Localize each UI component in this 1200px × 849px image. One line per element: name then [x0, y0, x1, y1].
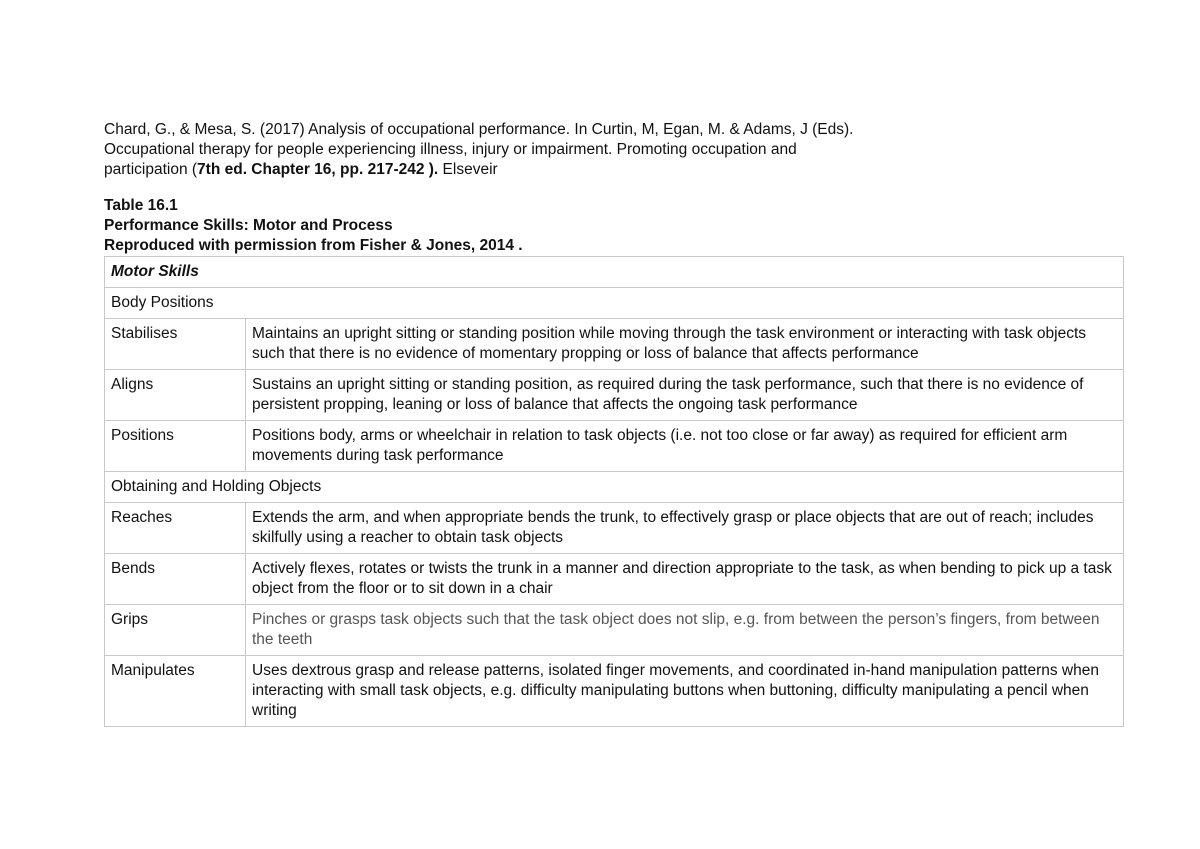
group-title-obtaining-holding: Obtaining and Holding Objects [105, 472, 1124, 503]
citation [104, 120, 1124, 180]
table-section-row [105, 257, 1124, 288]
citation-publisher: Elseveir [438, 161, 498, 178]
skill-description: Pinches or grasps task objects such that the task object does not slip, e.g. from between the person’s fingers, from between the teeth [246, 605, 1124, 656]
table-row [105, 554, 1124, 605]
skill-description: Uses dextrous grasp and release patterns, isolated finger movements, and coordinated in-hand manipulation patterns when interacting with small task objects, e.g. difficulty manipulating buttons when buttoning, difficulty manipulating a pencil when writing [246, 656, 1124, 727]
citation-line-1: Chard, G., & Mesa, S. (2017) Analysis of occupational performance. In Curtin, M, Egan, M. & Adams, J (Eds). [104, 121, 854, 138]
citation-line-3 [104, 160, 1124, 180]
table-row [105, 370, 1124, 421]
table-row [105, 503, 1124, 554]
table-title: Performance Skills: Motor and Process [104, 217, 393, 234]
skill-description: Actively flexes, rotates or twists the trunk in a manner and direction appropriate to the task, as when bending to pick up a task object from the floor or to sit down in a chair [246, 554, 1124, 605]
section-title: Motor Skills [105, 257, 1124, 288]
group-row [105, 288, 1124, 319]
table-row [105, 421, 1124, 472]
skills-table [104, 256, 1124, 727]
skill-term: Bends [105, 554, 246, 605]
skill-description: Positions body, arms or wheelchair in relation to task objects (i.e. not too close or far away) as required for efficient arm movements during task performance [246, 421, 1124, 472]
citation-line-2: Occupational therapy for people experiencing illness, injury or impairment. Promoting occupation and [104, 141, 797, 158]
group-title-body-positions: Body Positions [105, 288, 1124, 319]
skill-term: Manipulates [105, 656, 246, 727]
skill-description: Maintains an upright sitting or standing position while moving through the task environment or interacting with task objects such that there is no evidence of momentary propping or loss of balance that affects performance [246, 319, 1124, 370]
table-row [105, 319, 1124, 370]
table-heading [104, 196, 1124, 256]
table-row [105, 656, 1124, 727]
group-row [105, 472, 1124, 503]
table-number: Table 16.1 [104, 197, 178, 214]
skill-term: Reaches [105, 503, 246, 554]
skill-term: Positions [105, 421, 246, 472]
table-permission: Reproduced with permission from Fisher & Jones, 2014 . [104, 237, 523, 254]
citation-edition: 7th ed. Chapter 16, pp. 217-242 ). [197, 161, 439, 178]
document-page [104, 120, 1124, 727]
skill-term: Aligns [105, 370, 246, 421]
table-row [105, 605, 1124, 656]
skill-term: Stabilises [105, 319, 246, 370]
skill-description: Sustains an upright sitting or standing position, as required during the task performance, such that there is no evidence of persistent propping, leaning or loss of balance that affects the ongoing task performance [246, 370, 1124, 421]
skill-description: Extends the arm, and when appropriate bends the trunk, to effectively grasp or place objects that are out of reach; includes skilfully using a reacher to obtain task objects [246, 503, 1124, 554]
skill-term: Grips [105, 605, 246, 656]
citation-line-3-prefix: participation ( [104, 161, 198, 178]
